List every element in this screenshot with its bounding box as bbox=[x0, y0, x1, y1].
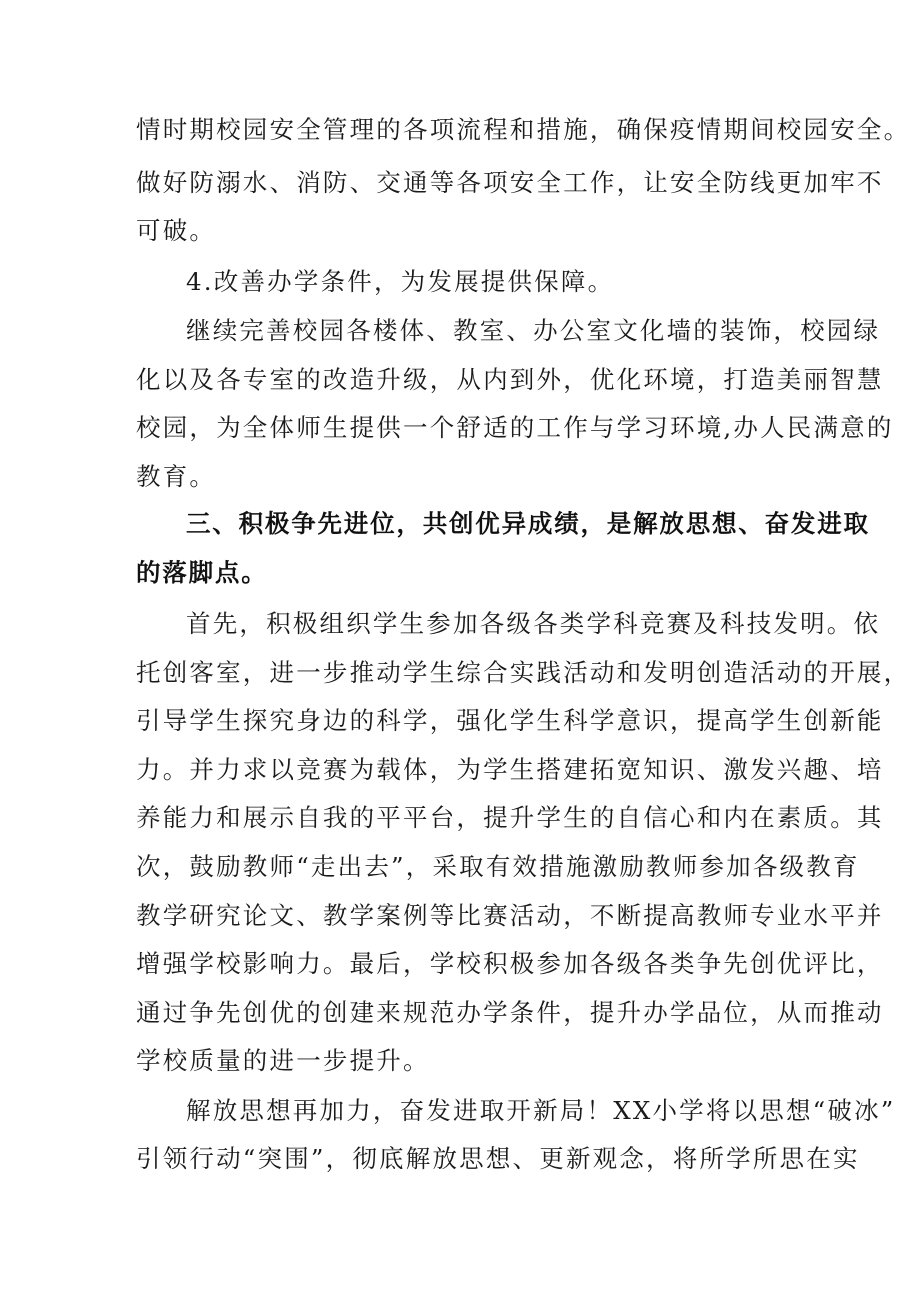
text-line: 情时期校园安全管理的各项流程和措施，确保疫情期间校园安全。 bbox=[136, 115, 911, 144]
text-line: 通过争先创优的创建来规范办学条件，提升办学品位，从而推动 bbox=[136, 998, 884, 1027]
text-line: 解放思想再加力，奋发进取开新局！XX小学将以思想“破冰” bbox=[186, 1096, 896, 1125]
text-line: 养能力和展示自我的平平台，提升学生的自信心和内在素质。其 bbox=[136, 803, 884, 832]
text-line: 化以及各专室的改造升级，从内到外，优化环境，打造美丽智慧 bbox=[136, 365, 884, 394]
text-line: 托创客室，进一步推动学生综合实践活动和发明创造活动的开展， bbox=[136, 658, 911, 687]
text-line: 做好防溺水、消防、交通等各项安全工作，让安全防线更加牢不 bbox=[136, 168, 884, 197]
text-line: 继续完善校园各楼体、教室、办公室文化墙的装饰，校园绿 bbox=[186, 316, 881, 345]
text-line: 学校质量的进一步提升。 bbox=[136, 1046, 430, 1075]
text-line: 首先，积极组织学生参加各级各类学科竞赛及科技发明。依 bbox=[186, 609, 881, 638]
text-line: 教学研究论文、教学案例等比赛活动，不断提高教师专业水平并 bbox=[136, 901, 884, 930]
text-line: 引领行动“突围”，彻底解放思想、更新观念，将所学所思在实 bbox=[136, 1144, 860, 1173]
section-heading-3: 三、积极争先进位，共创优异成绩，是解放思想、奋发进取 bbox=[186, 509, 870, 538]
text-line: 校园，为全体师生提供一个舒适的工作与学习环境,办人民满意的 bbox=[136, 413, 894, 442]
text-line: 教育。 bbox=[136, 462, 217, 491]
section-heading-3-cont: 的落脚点。 bbox=[136, 558, 268, 587]
text-line: 力。并力求以竞赛为载体，为学生搭建拓宽知识、激发兴趣、培 bbox=[136, 755, 884, 784]
text-line: 引导学生探究身边的科学，强化学生科学意识，提高学生创新能 bbox=[136, 706, 884, 735]
text-line: 增强学校影响力。最后，学校积极参加各级各类争先创优评比， bbox=[136, 949, 884, 978]
section-heading-4: 4.改善办学条件，为发展提供保障。 bbox=[186, 267, 615, 296]
text-line: 可破。 bbox=[136, 216, 217, 245]
text-line: 次，鼓励教师“走出去”，采取有效措施激励教师参加各级教育 bbox=[136, 852, 860, 881]
